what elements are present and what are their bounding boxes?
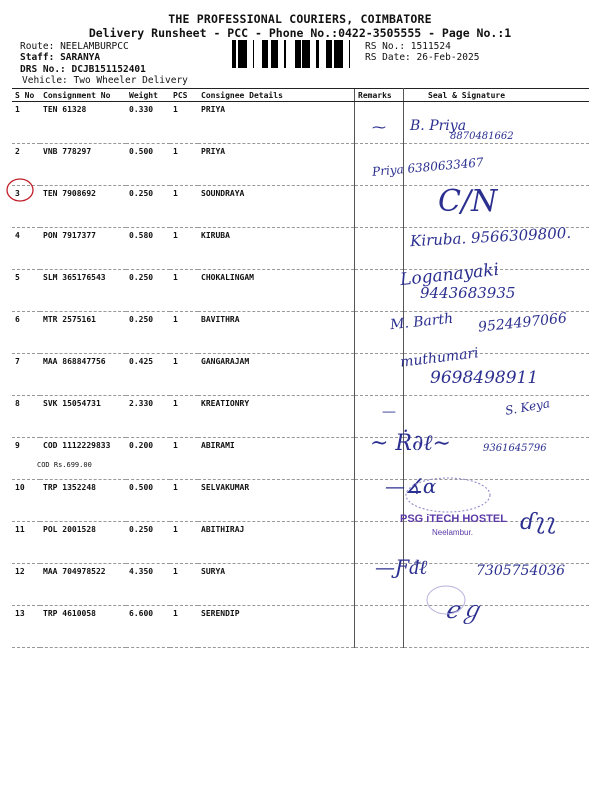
row-pcs: 1 bbox=[170, 186, 198, 228]
handwriting-dash-8: — bbox=[382, 404, 396, 420]
row-sno: 6 bbox=[12, 312, 40, 354]
stamp-faded bbox=[424, 583, 468, 617]
company-name: THE PROFESSIONAL COURIERS, COIMBATORE bbox=[168, 12, 432, 26]
row-weight: 0.500 bbox=[126, 480, 170, 522]
handwriting-row9-sign: ~ Ṙ∂ℓ∼ bbox=[370, 431, 451, 456]
handwriting-row4: Kiruba. 9566309800. bbox=[409, 223, 572, 251]
row-consignee: SERENDIP bbox=[198, 606, 355, 648]
row-pcs: 1 bbox=[170, 270, 198, 312]
table-row bbox=[12, 186, 589, 228]
row-pcs: 1 bbox=[170, 312, 198, 354]
row-remarks bbox=[355, 186, 404, 228]
row-consignment: MTR 2575161 bbox=[40, 312, 126, 354]
row-pcs: 1 bbox=[170, 438, 198, 480]
row-consignee: SURYA bbox=[198, 564, 355, 606]
col-pcs: PCS bbox=[170, 89, 198, 102]
table-row bbox=[12, 522, 589, 564]
row-weight: 0.580 bbox=[126, 228, 170, 270]
row-sno: 1 bbox=[12, 102, 40, 144]
row-sno: 5 bbox=[12, 270, 40, 312]
row-consignment: TEN 61328 bbox=[40, 102, 126, 144]
row-consignee: PRIYA bbox=[198, 144, 355, 186]
col-weight: Weight bbox=[126, 89, 170, 102]
barcode bbox=[232, 40, 356, 68]
row-consignment: VNB 778297 bbox=[40, 144, 126, 186]
handwriting-row10-sign: —∡ɑ bbox=[385, 474, 437, 498]
row-weight: 0.250 bbox=[126, 186, 170, 228]
runsheet-subtitle: Delivery Runsheet - PCC - Phone No.:0422-3505555 - Page No.:1 bbox=[88, 26, 512, 40]
row-weight: 4.350 bbox=[126, 564, 170, 606]
handwriting-row8: S. Keya bbox=[504, 396, 551, 418]
col-signature: Seal & Signature bbox=[404, 89, 590, 102]
handwriting-row5-phone: 9443683935 bbox=[420, 284, 516, 302]
handwriting-row7-phone: 9698498911 bbox=[430, 368, 539, 388]
row-remarks bbox=[355, 354, 404, 396]
handwriting-row9-phone: 9361645796 bbox=[483, 443, 547, 454]
row-weight: 0.330 bbox=[126, 102, 170, 144]
row-consignee: ABIRAMI bbox=[198, 438, 355, 480]
row-pcs: 1 bbox=[170, 522, 198, 564]
row-weight: 0.250 bbox=[126, 522, 170, 564]
drs-line: DRS No.: DCJB151152401 bbox=[20, 64, 146, 75]
table-row bbox=[12, 396, 589, 438]
row-sno: 11 bbox=[12, 522, 40, 564]
row-weight: 0.250 bbox=[126, 270, 170, 312]
table-header-row bbox=[12, 89, 589, 102]
row-pcs: 1 bbox=[170, 564, 198, 606]
route-line: Route: NEELAMBURPCC bbox=[20, 41, 129, 52]
handwriting-row2: Priya 6380633467 bbox=[371, 155, 485, 179]
handwriting-row1-phone: 8870481662 bbox=[450, 131, 514, 142]
handwriting-row13-sign: ℯℊ bbox=[445, 596, 484, 624]
row-pcs: 1 bbox=[170, 396, 198, 438]
row-consignee: ABITHIRAJ bbox=[198, 522, 355, 564]
row-consignment: SVK 15054731 bbox=[40, 396, 126, 438]
row-pcs: 1 bbox=[170, 480, 198, 522]
row-sno: 8 bbox=[12, 396, 40, 438]
stamp-hostel-name: PSG iTECH HOSTEL bbox=[400, 513, 507, 525]
red-circle-mark bbox=[4, 176, 38, 204]
col-sno: S No bbox=[12, 89, 40, 102]
row-consignment: TEN 7908692 bbox=[40, 186, 126, 228]
handwriting-row1-name: B. Priya bbox=[410, 118, 467, 134]
row-sno: 7 bbox=[12, 354, 40, 396]
row-consignment: TRP 1352248 bbox=[40, 480, 126, 522]
col-remarks: Remarks bbox=[355, 89, 404, 102]
row-weight: 2.330 bbox=[126, 396, 170, 438]
row-consignee: BAVITHRA bbox=[198, 312, 355, 354]
row-pcs: 1 bbox=[170, 144, 198, 186]
handwriting-row12-sign: —Ƒᵭℓ bbox=[375, 555, 428, 579]
row-weight: 0.250 bbox=[126, 312, 170, 354]
row-sno: 13 bbox=[12, 606, 40, 648]
row-consignee: PRIYA bbox=[198, 102, 355, 144]
handwriting-dash-1: ⁓ bbox=[372, 120, 386, 136]
vehicle-line: Vehicle: Two Wheeler Delivery bbox=[22, 75, 188, 86]
row-sno: 3 bbox=[12, 186, 40, 228]
handwriting-row7-name: muthumari bbox=[399, 345, 480, 371]
handwriting-row6-phone: 9524497066 bbox=[477, 310, 568, 336]
handwriting-row5-name: Loganayaki bbox=[399, 259, 500, 291]
row-consignee: SOUNDRAYA bbox=[198, 186, 355, 228]
row-weight: 0.200 bbox=[126, 438, 170, 480]
staff-line: Staff: SARANYA bbox=[20, 52, 101, 63]
row-consignee: KREATIONRY bbox=[198, 396, 355, 438]
row-weight: 6.600 bbox=[126, 606, 170, 648]
row-consignment: COD 1112229833 COD Rs.699.00 bbox=[40, 438, 126, 480]
row-pcs: 1 bbox=[170, 228, 198, 270]
handwriting-row3: C/N bbox=[438, 184, 498, 219]
rs-number: RS No.: 1511524 bbox=[365, 41, 451, 52]
cod-amount: COD Rs.699.00 bbox=[37, 461, 92, 469]
row-consignee: CHOKALINGAM bbox=[198, 270, 355, 312]
row-consignee: GANGARAJAM bbox=[198, 354, 355, 396]
row-sno: 10 bbox=[12, 480, 40, 522]
row-sno: 9 bbox=[12, 438, 40, 480]
row-consignment: SLM 365176543 bbox=[40, 270, 126, 312]
stamp-oval bbox=[402, 475, 494, 515]
row-remarks bbox=[355, 270, 404, 312]
row-sno: 12 bbox=[12, 564, 40, 606]
row-weight: 0.500 bbox=[126, 144, 170, 186]
table-row bbox=[12, 144, 589, 186]
handwriting-row6-name: M. Barth bbox=[389, 310, 454, 334]
row-pcs: 1 bbox=[170, 354, 198, 396]
row-consignment: MAA 868847756 bbox=[40, 354, 126, 396]
rs-date: RS Date: 26-Feb-2025 bbox=[365, 52, 480, 63]
row-remarks bbox=[355, 228, 404, 270]
row-consignee: KIRUBA bbox=[198, 228, 355, 270]
row-remarks bbox=[355, 606, 404, 648]
row-sno: 2 bbox=[12, 144, 40, 186]
table-row bbox=[12, 606, 589, 648]
col-consignee: Consignee Details bbox=[198, 89, 355, 102]
col-consignment: Consignment No bbox=[40, 89, 126, 102]
row-consignee: SELVAKUMAR bbox=[198, 480, 355, 522]
row-consignment: TRP 4610058 bbox=[40, 606, 126, 648]
row-consignment: PON 7917377 bbox=[40, 228, 126, 270]
stamp-hostel-place: Neelambur. bbox=[432, 528, 473, 537]
handwriting-row11-sign: ɗʅʅ bbox=[520, 510, 557, 535]
row-sno: 4 bbox=[12, 228, 40, 270]
row-consignment: POL 2001528 bbox=[40, 522, 126, 564]
row-consignment: MAA 704978522 bbox=[40, 564, 126, 606]
row-weight: 0.425 bbox=[126, 354, 170, 396]
row-pcs: 1 bbox=[170, 606, 198, 648]
row-pcs: 1 bbox=[170, 102, 198, 144]
handwriting-row12-phone: 7305754036 bbox=[476, 563, 566, 579]
